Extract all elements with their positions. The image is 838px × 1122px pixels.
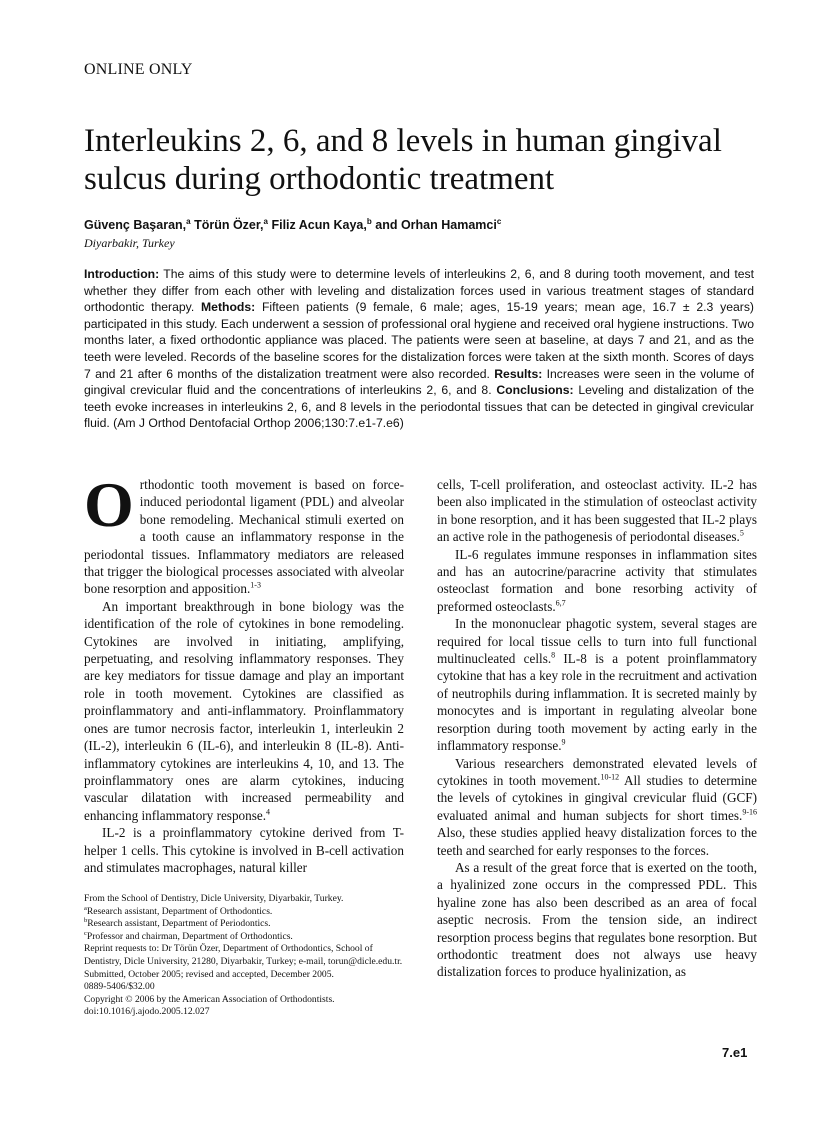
page-number: 7.e1 (722, 1045, 748, 1060)
body-column-left (84, 469, 404, 876)
article-title: Interleukins 2, 6, and 8 levels in human gingival sulcus during orthodontic treatment (84, 123, 722, 197)
author: Törün Özer, (194, 218, 264, 232)
body-paragraph: In the mononuclear phagotic system, several stages are required for local tissue cells to turn into full functional multinucleated cells.$^8$ IL-8 is a potent proinflammatory cytokine that has a key role in the recruitment and activation of neutrophils during inflammation. It is secreted mainly by monocytes and is important in regulating alveolar bone resorption during tooth movement by acting early in the inflammatory response.$^9$ (437, 616, 757, 754)
author-location: Diyarbakir, Turkey (84, 236, 175, 250)
citation: 4 (266, 807, 271, 817)
author: Filiz Acun Kaya, (271, 218, 367, 232)
body-column-right (437, 476, 757, 981)
abstract-conclusions-label: Conclusions: (496, 383, 574, 398)
body-paragraph: IL-6 regulates immune responses in inflammation sites and has an autocrine/paracrine activity that stimulates osteoclast formation and bone resorbing activity of preformed osteoclasts.$^{6,7}$ (437, 546, 757, 614)
author: Orhan Hamamci (400, 218, 497, 232)
body-paragraph: Various researchers demonstrated elevated levels of cytokines in tooth movement.$^{10-12}$ All studies to determine the levels of cytokines in gingival crevicular fluid (GCF) evaluated animal and human subjects for short times.$^{9-16}$ Also, these studies applied heavy distalization forces to the teeth and searched for early responses to the forces. (437, 755, 757, 858)
citation: 5 (739, 528, 744, 538)
footnote: $^c$Professor and chairman, Department of Orthodontics. (84, 929, 293, 942)
footnotes (84, 893, 406, 1019)
citation: 9 (561, 737, 566, 747)
body-paragraph: An important breakthrough in bone biology was the identification of the role of cytokines in bone remodeling. Cytokines are involved in initiating, amplifying, perpetuating, and resolving inflammatory responses. They are key mediators for tissue damage and play an important role in tooth movement. Cytokines are classified as proinflammatory and anti-inflammatory. Proinflammatory ones are tumor necrosis factor, interleukin 1, interleukin 2 (IL-2), interleukin 6 (IL-6), and interleukin 8 (IL-8). Anti-inflammatory cytokines are interleukins 4, 10, and 13. The proinflammatory ones are alarm cytokines, inducing vascular dilatation with increased permeability and enhancing inflammatory response.$^4$ (84, 598, 404, 823)
abstract (84, 266, 754, 432)
body-paragraph: Orthodontic tooth movement is based on force-induced periodontal ligament (PDL) and alveolar bone remodeling. Mechanical stimuli exerted on a tooth cause an inflammatory response in the periodontal tissues. Inflammatory mediators are released that trigger the biological processes associated with alveolar bone resorption and apposition.$^{1-3}$ (84, 469, 404, 597)
abstract-results-text: Increases were seen in the volume of gingival crevicular fluid and the concentrations of interleukins 2, 6, and 8. (84, 366, 754, 398)
abstract-results-label: Results: (494, 366, 543, 381)
abstract-methods-text: Fifteen patients (9 female, 6 male; ages, 15-19 years; mean age, 16.7 ± 2.3 years) participated in this study. Each underwent a session of professional oral hygiene and received oral hygiene instructions. Two months later, a fixed orthodontic appliance was placed. The patients were seen at baseline, at days 7 and 21, and as the teeth were leveled. Records of the baseline scores for the distalization forces were taken at the sixth month. Scores of days 7 and 21 after 6 months of the distalization treatment were also recorded. (84, 300, 754, 381)
author-list: Güvenç Başaran,$^a$ Törün Özer,$^a$ Filiz Acun Kaya,$^b$ and Orhan Hamamci$^c$ (84, 216, 502, 232)
citation: 8 (551, 650, 556, 660)
abstract-conclusions-text: Leveling and distalization of the teeth evoke increases in interleukins 2, 6, and 8 levels in the periodontal tissues that can be detected in gingival crevicular fluid. (Am J Orthod Dentofacial Orthop 2006;130:7.e1-7.e6) (84, 383, 754, 431)
footnote: $^a$Research assistant, Department of Orthodontics. (84, 904, 273, 917)
citation: 9-16 (742, 807, 757, 817)
citation: 6,7 (555, 598, 566, 608)
author-affiliation-mark: a (263, 216, 268, 226)
footnote-issn: 0889-5406/$32.00 (84, 981, 155, 993)
citation: 1-3 (250, 581, 261, 591)
abstract-intro-text: The aims of this study were to determine levels of interleukins 2, 6, and 8 during tooth movement, and test whether they differ from each other with leveling and distalization forces used in various treatment stages of standard orthodontic therapy. (84, 267, 754, 315)
footnote-doi: doi:10.1016/j.ajodo.2005.12.027 (84, 1006, 210, 1018)
footnote-reprint: Reprint requests to: Dr Törün Özer, Department of Orthodontics, School of Dentistry, Dicle University, 21280, Diyarbakir, Turkey; e-mail, torun@dicle.edu.tr. (84, 943, 403, 967)
footnote: $^b$Research assistant, Department of Periodontics. (84, 917, 271, 930)
abstract-intro-label: Introduction: (84, 267, 160, 281)
body-paragraph: IL-2 is a proinflammatory cytokine derived from T-helper 1 cells. This cytokine is involved in B-cell activation and stimulates macrophages, natural killer (84, 825, 404, 875)
footnote-affiliation: From the School of Dentistry, Dicle University, Diyarbakir, Turkey. (84, 893, 344, 904)
drop-cap: O (84, 469, 134, 540)
body-paragraph: As a result of the great force that is exerted on the tooth, a hyalinized zone occurs in the compressed PDL. This hyaline zone has also been described as an area of focal aseptic necrosis. From the tension side, an indirect resorption process begins that regulates bone resorption. But orthodontic treatment does not always use heavy distalization forces to produce hyalinization, as (437, 859, 757, 980)
abstract-methods-label: Methods: (201, 300, 256, 315)
footnote-copyright: Copyright © 2006 by the American Association of Orthodontists. (84, 993, 335, 1005)
author-affiliation-mark: c (496, 216, 502, 226)
body-paragraph: cells, T-cell proliferation, and osteoclast activity. IL-2 has been also implicated in the stimulation of osteoclast activity in bone resorption, and it has been suggested that IL-2 plays an active role in the pathogenesis of periodontal diseases.$^5$ (437, 477, 757, 545)
author-affiliation-mark: a (186, 216, 191, 226)
footnote-submitted: Submitted, October 2005; revised and accepted, December 2005. (84, 968, 334, 980)
author-affiliation-mark: b (366, 216, 372, 226)
section-label: ONLINE ONLY (84, 61, 193, 78)
author: Güvenç Başaran, (84, 218, 187, 232)
citation: 10-12 (600, 772, 620, 782)
